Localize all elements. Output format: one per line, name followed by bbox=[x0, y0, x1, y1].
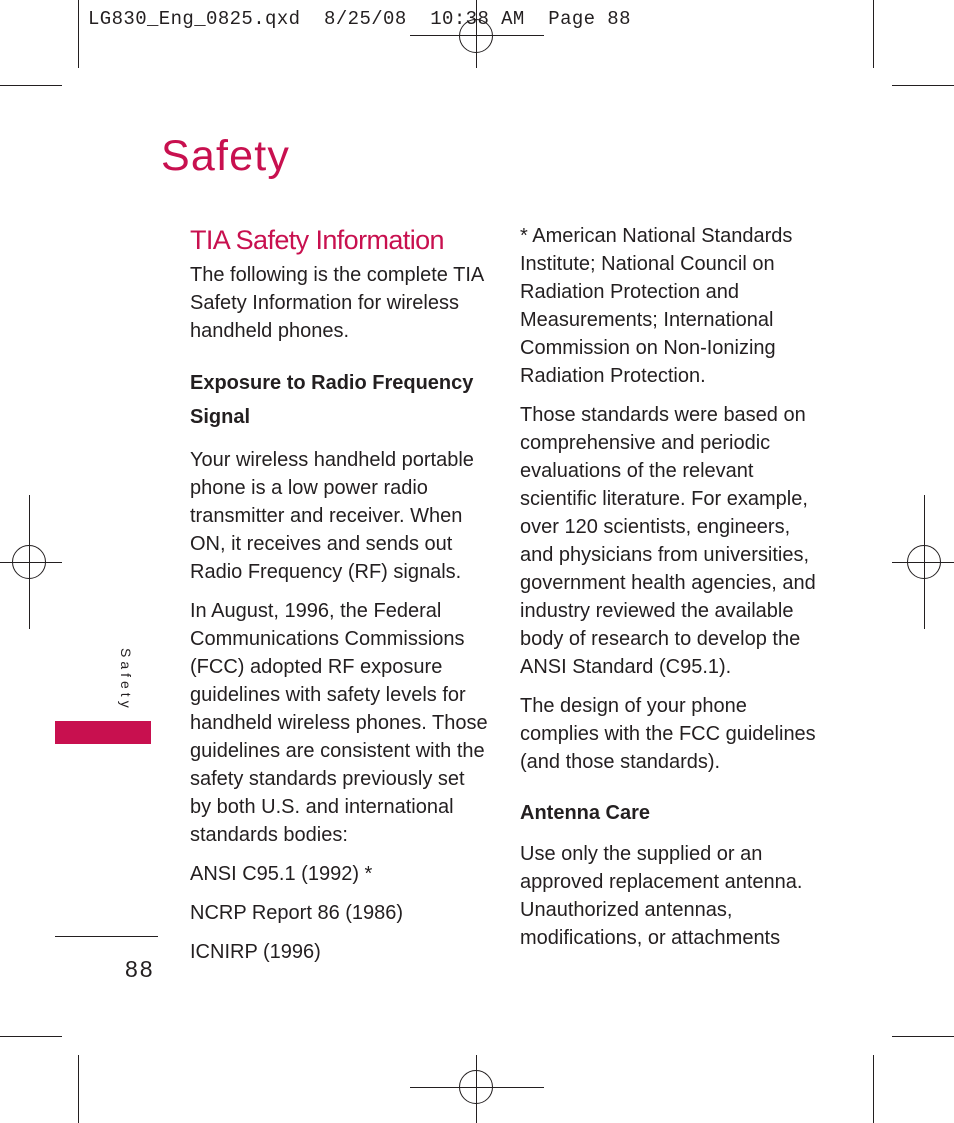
subheading-rf-signal: Exposure to Radio Frequency Signal bbox=[190, 372, 474, 428]
body-paragraph: Your wireless handheld portable phone is a low power radio transmitter and receiver. When ON, it receives and sends out Radio Frequency (RF) signals. bbox=[190, 449, 474, 583]
print-slug: LG830_Eng_0825.qxd 8/25/08 10:38 AM Page 88 bbox=[88, 8, 631, 30]
crop-mark bbox=[873, 1055, 874, 1123]
crop-mark bbox=[892, 1036, 954, 1037]
crop-mark bbox=[78, 0, 79, 68]
crop-mark bbox=[0, 85, 62, 86]
right-column bbox=[520, 222, 820, 963]
body-paragraph: The design of your phone complies with the FCC guidelines (and those standards). bbox=[520, 695, 816, 773]
footer-rule bbox=[55, 936, 158, 937]
side-tab-marker bbox=[55, 721, 151, 744]
crop-mark bbox=[78, 1055, 79, 1123]
registration-circle bbox=[459, 1070, 493, 1104]
footnote: * American National Standards Institute; National Council on Radiation Protection and Measurements; International Commission on Non-Ionizing Radiation Protection. bbox=[520, 225, 793, 387]
registration-circle bbox=[907, 545, 941, 579]
body-paragraph: Use only the supplied or an approved replacement antenna. Unauthorized antennas, modifications, or attachments bbox=[520, 843, 803, 949]
body-paragraph: Those standards were based on comprehensive and periodic evaluations of the relevant scientific literature. For example, over 120 scientists, engineers, and physicians from universities, government health agencies, and industry reviewed the available body of research to develop the ANSI Standard (C95.1). bbox=[520, 404, 816, 678]
subheading-antenna-care: Antenna Care bbox=[520, 802, 651, 824]
section-title: TIA Safety Information bbox=[190, 225, 444, 255]
standard-item: NCRP Report 86 (1986) bbox=[190, 902, 404, 924]
page-number: 88 bbox=[125, 956, 155, 982]
side-tab-label: Safety bbox=[118, 648, 134, 712]
intro-paragraph: The following is the complete TIA Safety Information for wireless handheld phones. bbox=[190, 264, 484, 342]
crop-mark bbox=[873, 0, 874, 68]
registration-circle bbox=[12, 545, 46, 579]
standard-item: ICNIRP (1996) bbox=[190, 941, 321, 963]
page-title: Safety bbox=[161, 132, 291, 180]
crop-mark bbox=[892, 85, 954, 86]
left-column bbox=[190, 222, 490, 977]
body-paragraph: In August, 1996, the Federal Communications Commissions (FCC) adopted RF exposure guidelines with safety levels for handheld wireless phones. Those guidelines are consistent with the safety standards previously set by both U.S. and international standards bodies: bbox=[190, 600, 488, 846]
standard-item: ANSI C95.1 (1992) * bbox=[190, 863, 373, 885]
crop-mark bbox=[0, 1036, 62, 1037]
